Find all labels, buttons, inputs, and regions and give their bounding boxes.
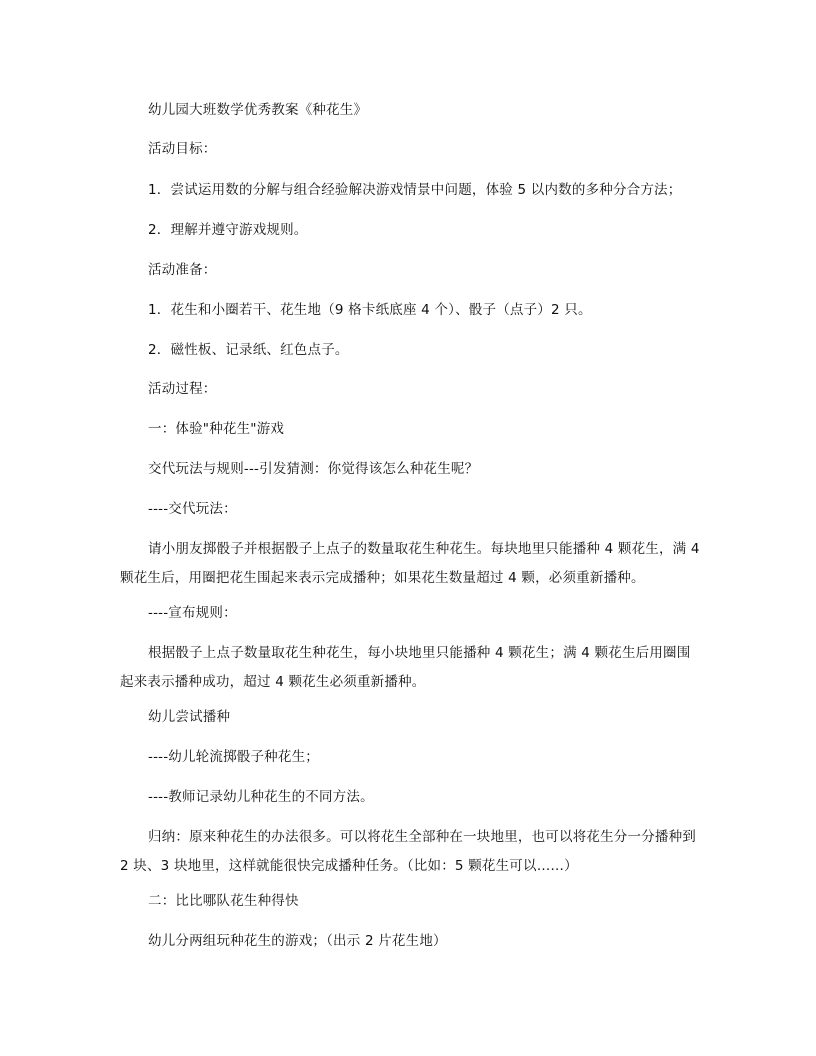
rules-paragraph: 根据骰子上点子数量取花生种花生，每小块地里只能播种 4 颗花生；满 4 颗花生后用圈围起来表示播种成功，超过 4 颗花生必须重新播种。 <box>120 645 691 690</box>
document-title: 幼儿园大班数学优秀教案《种花生》 <box>148 102 368 118</box>
play-heading: ----交代玩法： <box>148 501 237 517</box>
play-paragraph: 请小朋友掷骰子并根据骰子上点子的数量取花生种花生。每块地里只能播种 4 颗花生，满 4 颗花生后，用圈把花生围起来表示完成播种；如果花生数量超过 4 颗，必须重新播种。 <box>120 541 700 586</box>
group-play-line: 幼儿分两组玩种花生的游戏；（出示 2 片花生地） <box>148 933 447 949</box>
goals-heading: 活动目标： <box>148 141 217 157</box>
prep-item-1: 1．花生和小圈若干、花生地（9 格卡纸底座 4 个）、骰子（点子）2 只。 <box>148 302 592 318</box>
prep-item-2: 2．磁性板、记录纸、红色点子。 <box>148 342 349 358</box>
try-heading: 幼儿尝试播种 <box>148 709 231 725</box>
prep-heading: 活动准备： <box>148 262 217 278</box>
try-item-2: ----教师记录幼儿种花生的不同方法。 <box>148 789 374 805</box>
summary-paragraph: 归纳：原来种花生的办法很多。可以将花生全部种在一块地里，也可以将花生分一分播种到 2 块、3 块地里，这样就能很快完成播种任务。（比如：5 颗花生可以……） <box>120 829 696 874</box>
section-2-heading: 二：比比哪队花生种得快 <box>148 893 299 909</box>
goal-item-2: 2．理解并遵守游戏规则。 <box>148 222 308 238</box>
rules-heading: ----宣布规则： <box>148 605 237 621</box>
goal-item-1: 1．尝试运用数的分解与组合经验解决游戏情景中问题，体验 5 以内数的多种分合方法； <box>148 182 682 198</box>
try-item-1: ----幼儿轮流掷骰子种花生； <box>148 749 319 765</box>
section-1-heading: 一：体验"种花生"游戏 <box>148 421 285 437</box>
intro-line: 交代玩法与规则---引发猜测：你觉得该怎么种花生呢？ <box>148 461 479 477</box>
process-heading: 活动过程： <box>148 381 217 397</box>
